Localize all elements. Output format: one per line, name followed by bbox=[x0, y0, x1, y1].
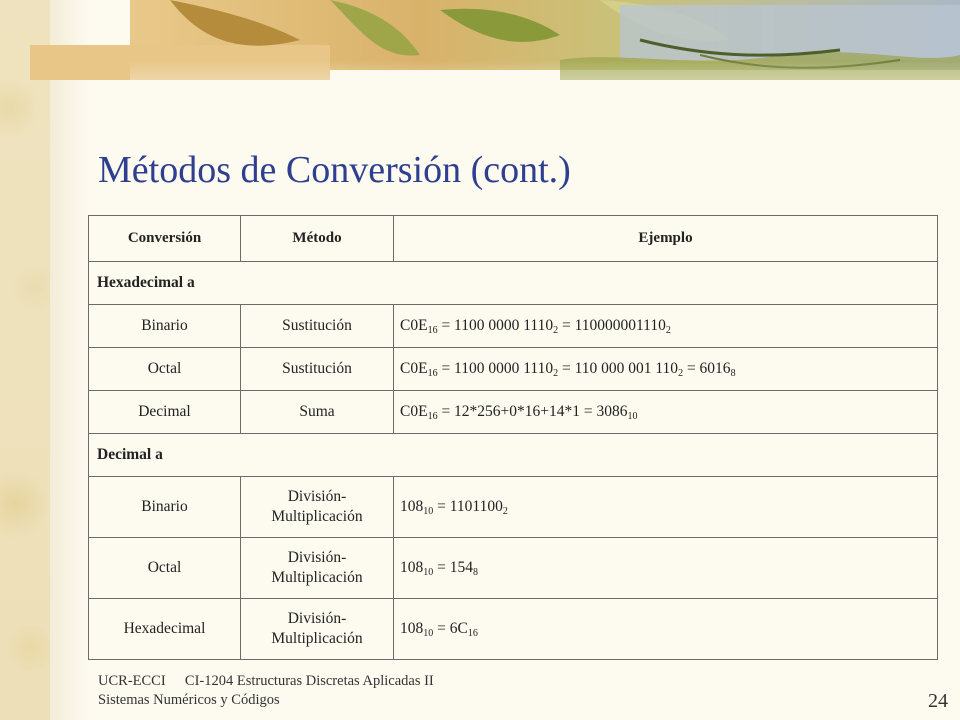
example-subscript: 2 bbox=[502, 505, 508, 517]
header-method: Método bbox=[241, 216, 394, 262]
page-number: 24 bbox=[928, 690, 948, 712]
table-row bbox=[89, 477, 938, 538]
example-subscript: 16 bbox=[427, 410, 438, 422]
conversion-cell: Binario bbox=[89, 477, 241, 538]
section-label: Hexadecimal a bbox=[89, 262, 938, 305]
method-line: Multiplicación bbox=[271, 508, 363, 525]
example-text: C0E bbox=[400, 316, 428, 334]
header-example: Ejemplo bbox=[394, 216, 938, 262]
example-text: = 12*256+0*16+14*1 = 3086 bbox=[437, 402, 628, 420]
slide-footer bbox=[98, 672, 434, 710]
example-subscript: 8 bbox=[730, 367, 736, 379]
table-row bbox=[89, 599, 938, 660]
example-subscript: 16 bbox=[427, 367, 438, 379]
header-conversion: Conversión bbox=[89, 216, 241, 262]
example-text: 108 bbox=[400, 497, 424, 515]
section-label: Decimal a bbox=[89, 434, 938, 477]
footer-institution: UCR-ECCI bbox=[98, 673, 166, 689]
method-line: División- bbox=[287, 610, 347, 627]
example-text: 108 bbox=[400, 558, 424, 576]
example-text: = 110 000 001 110 bbox=[558, 359, 679, 377]
example-cell bbox=[394, 477, 938, 538]
method-cell: Sustitución bbox=[241, 348, 394, 391]
method-line: División- bbox=[287, 488, 347, 505]
conversion-cell: Decimal bbox=[89, 391, 241, 434]
footer-course: CI-1204 Estructuras Discretas Aplicadas II bbox=[184, 673, 434, 689]
example-text: = 6C bbox=[433, 619, 468, 637]
example-subscript: 2 bbox=[553, 367, 559, 379]
example-subscript: 16 bbox=[467, 627, 478, 639]
conversion-methods-table bbox=[88, 215, 938, 660]
conversion-cell: Octal bbox=[89, 348, 241, 391]
conversion-cell: Octal bbox=[89, 538, 241, 599]
example-text: = 1100 0000 1110 bbox=[437, 359, 554, 377]
example-text: C0E bbox=[400, 402, 428, 420]
example-text: = 154 bbox=[433, 558, 473, 576]
method-cell: Sustitución bbox=[241, 305, 394, 348]
example-subscript: 8 bbox=[473, 566, 478, 578]
example-text: = 110000001110 bbox=[558, 316, 666, 334]
method-cell bbox=[241, 599, 394, 660]
method-cell bbox=[241, 538, 394, 599]
example-cell bbox=[394, 305, 938, 348]
example-subscript: 10 bbox=[423, 505, 434, 517]
example-cell bbox=[394, 538, 938, 599]
example-cell bbox=[394, 391, 938, 434]
slide-title: Métodos de Conversión (cont.) bbox=[98, 149, 571, 191]
example-subscript: 10 bbox=[627, 410, 638, 422]
table-row bbox=[89, 305, 938, 348]
table-row bbox=[89, 348, 938, 391]
example-text: = 1100 0000 1110 bbox=[437, 316, 554, 334]
table-row bbox=[89, 538, 938, 599]
example-subscript: 2 bbox=[665, 324, 671, 336]
example-subscript: 2 bbox=[553, 324, 559, 336]
example-subscript: 10 bbox=[423, 566, 434, 578]
example-text: = 1101100 bbox=[433, 497, 503, 515]
example-subscript: 2 bbox=[678, 367, 684, 379]
conversion-cell: Hexadecimal bbox=[89, 599, 241, 660]
section-row bbox=[89, 262, 938, 305]
section-row bbox=[89, 434, 938, 477]
example-cell bbox=[394, 348, 938, 391]
example-text: = 6016 bbox=[683, 359, 731, 377]
conversion-cell: Binario bbox=[89, 305, 241, 348]
footer-topic: Sistemas Numéricos y Códigos bbox=[98, 692, 280, 708]
example-cell bbox=[394, 599, 938, 660]
example-subscript: 16 bbox=[427, 324, 438, 336]
method-line: Multiplicación bbox=[271, 569, 363, 586]
table-row bbox=[89, 391, 938, 434]
table-header-row bbox=[89, 216, 938, 262]
decorative-leaf-banner bbox=[0, 0, 960, 125]
method-line: División- bbox=[287, 549, 347, 566]
method-cell: Suma bbox=[241, 391, 394, 434]
example-text: C0E bbox=[400, 359, 428, 377]
example-subscript: 10 bbox=[423, 627, 434, 639]
method-line: Multiplicación bbox=[271, 630, 363, 647]
example-text: 108 bbox=[400, 619, 424, 637]
method-cell bbox=[241, 477, 394, 538]
